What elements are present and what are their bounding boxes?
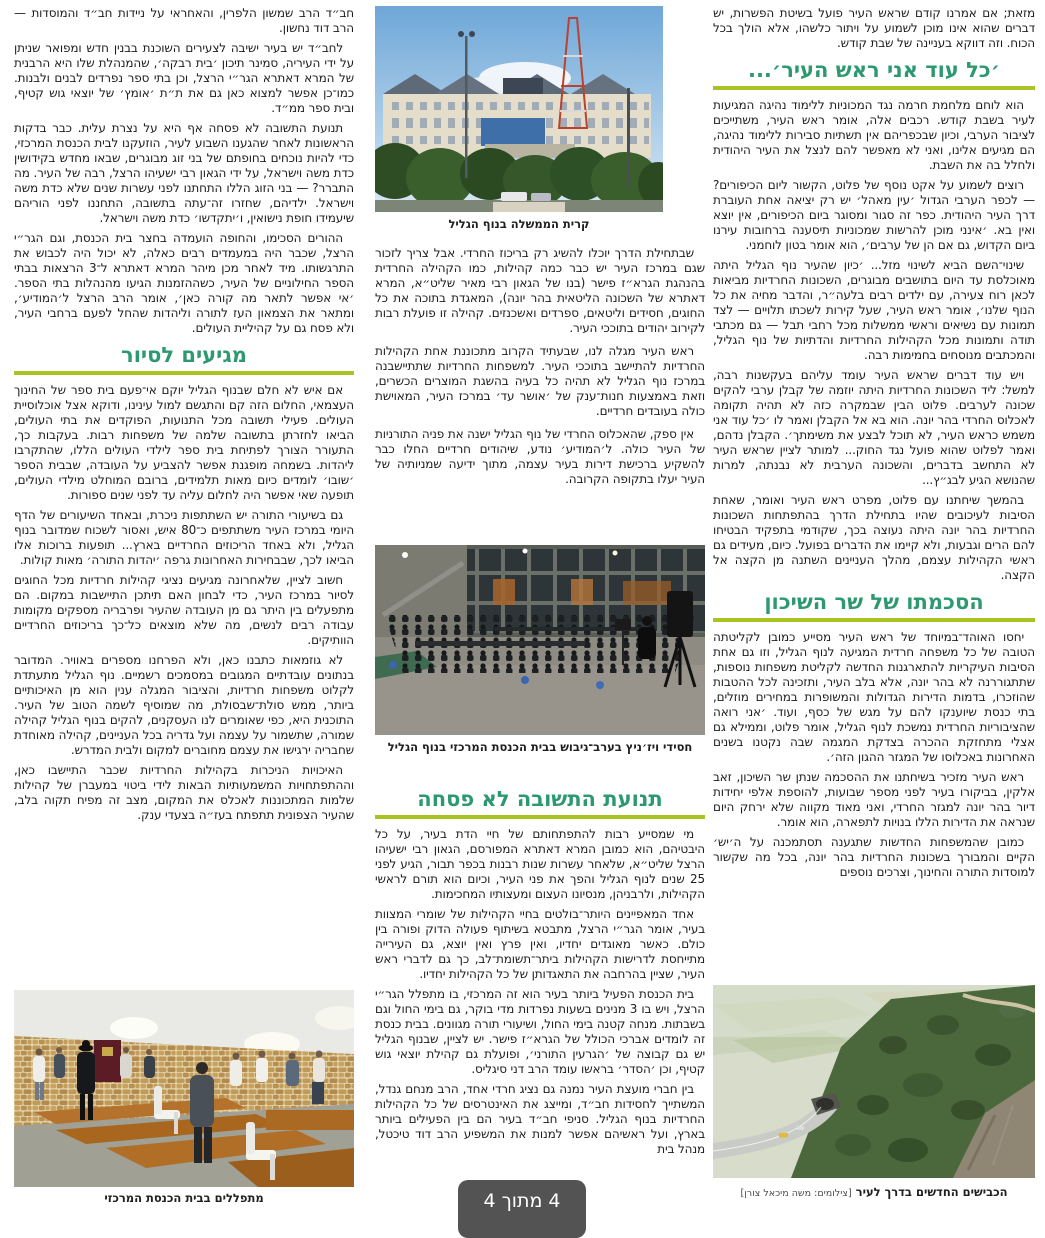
photo-caption: [713, 1186, 1035, 1200]
section-heading-tour: מגיעים לסיור: [121, 343, 247, 367]
photo-credit: [צילומים: משה מיכאל צורן]: [740, 1188, 852, 1199]
paragraph: שינוי־השם הביא לשינוי מזל... ׳כיון שהעיר נוף הגליל היתה מאוכלסת עד היום בתושבים מבוגרים, השכונות החרדיות מביאות לכאן רוח צעירה, עם ילדים רבים בלעה״ר, והדבר מחיה את כל הנוף שלנו׳, אומר ראש העיר, שעל קירות לשכתו תלויים — לצד תמונות עם נשיאים וראשי ממשלות מכל רחבי תבל — גם מכתבי תודה ותמונות מכל הקהילות החרדיות והדתיות של נוף הגליל, והמכתבים מנוסחים בחמימות רבה.: [713, 258, 1035, 363]
paragraph: תנועת התשובה לא פסחה אף היא על נצרת עלית. כבר בדקות הראשונות לאחר שהגענו השבוע לעיר, הוזעקנו לבית הכנסת המרכזי, כדי להיות נוכחים בחופתם של בני זוג מבוגרים, שבאו מחדש בקידושין כדת משה וישראל, על ידי הגאון רבי ישעיהו הרצל, רבה של העיר. מה התברר? — בני הזוג הללו התחתנו לפני עשרות שנים שלא כדת משה וישראל. ילדיהם, שחזרו זה־עתה בתשובה, התחננו לפני הוריהם שיעמידו חופת נישואין, ו׳יתקדשו׳ כדת משה וישראל.: [14, 121, 354, 225]
paragraph: ראש העיר מגלה לנו, שבעתיד הקרוב מתכוננת אחת הקהילות החרדיות להתיישב בתוככי העיר. למשפחות החרדיות שתתיישבנה במרכז נוף הגליל לא תהיה כל בעיה בהשגת המוצרים הכשרים, וזאת באמצעות חנות־ענק של ׳אושר עד׳ במרכז העיר, המאוישת כולה בעובדים חרדיים.: [375, 344, 705, 418]
paragraph: גם בשיעורי התורה יש השתתפות ניכרת, ובאחד השיעורים של הדף היומי במרכז העיר משתתפים כ־80 איש, ואסור לשכוח שמדובר בנוף הגליל, ולא באחד הריכוזים החרדיים בארץ... תופעות ברוכות אלו הביאו לכך, שבבחירות האחרונות גרפה ׳יהדות התורה׳ מאות קולות.: [14, 508, 355, 568]
column-middle: [375, 6, 705, 1221]
paragraph: בהמשך שיחתנו עם פלוט, מפרט ראש העיר ואומר, שאחת הסיבות לעיכובים שהיו בתחילת הדרך בהתפתחות השכונות החרדיות בהר יונה היתה נעוצה בכך, שקודמי בתפקיד הבטיחו להם הרים וגבעות, ולא קיימו את הדברים בפועל. כיום, מעידים גם ראשי הקהילות עצמם, מהלך העניינים השתנה מן הקצה אל הקצה.: [713, 493, 1035, 583]
caption-text: חסידי ויז׳ניץ בערב־גיבוש בבית הכנסת המרכזי בנוף הגליל: [387, 740, 693, 754]
government-complex-photo: [375, 6, 663, 212]
caption-text: קרית הממשלה בנוף הגליל: [448, 217, 590, 231]
paragraph: ראש העיר מזכיר בשיחתנו את ההסכמה שנתן שר השיכון, זאב אלקין, בביקורו בעיר לפני מספר שבועות, להוספת אלפי יחידות דיור בהר יונה למגזר החרדי, ואני מאוד מקווה שלא ירחק היום שנראה את הדירות הללו בנויות לתפארה, הוא אומר.: [713, 770, 1035, 830]
column-right: [713, 6, 1035, 1221]
middle-text-block-a: [375, 246, 705, 492]
paragraph: יחסו האוהד־במיוחד של ראש העיר מסייע כמובן לקליטתה הטובה של כל משפחה חרדית המגיעה לנוף הגליל, וזו גם אחת הסיבות העיקריות להתארגנות החדשה לקליטת משפחות נוספות, שתתגוררנה לא בהר יונה, אלא בלב העיר, ותזכינה לכל ההטבות שהוזכרו, בדמות הדירות הגדולות והמשופרות במחירים מוזלים, בתי כנסת שיוענקו להם על מגש של כסף, ועוד. ׳אני רואה שהציבוריות החרדית נמשכת לנוף הגליל, אומר פלוט, וממילא גם אצלי מתחזקת ההכרה בצדקת המגמה שבה נקטנו בשנים האחרונות באכלוסו של המגזר ההגון הזה׳.: [713, 630, 1035, 765]
paragraph: אם איש לא חלם שבנוף הגליל יוקם אי־פעם בית ספר של החינוך העצמאי, החלום הזה קם והתגשם למול עינינו, ודוקא אצל אוכלוסיית העולים. פעילי תשובה מכל התנועות, הפוקדים את בתי העולים, הביאו לחזרתן בתשובה שלמה של משפחות רבות. בעקבות כך, התעורר הצורך לפתיחת בית ספר לילדי העולים הללו, שהתקרבו ליהדות. בשמחה מופגנת אפשר להצביע על העובדה, שבבית הספר ׳שובו׳ לומדים כיום מאות תלמידים, ברובם המוחלט מילדי העולים, תופעה שאי אפשר היה לחלום עליה עד לפני שנים ספורות.: [14, 383, 354, 503]
photo-caption: [14, 1192, 354, 1206]
section-heading-mayor: ׳כל עוד אני ראש העיר׳...: [747, 58, 1001, 82]
page-indicator-text: 4 מתוך 4: [483, 1190, 561, 1212]
section-heading-minister: הסכמתו של שר השיכון: [764, 590, 984, 615]
paragraph: חשוב לציין, שלאחרונה מגיעים נציגי קהילות חרדיות מכל החוגים לסיור במרכז העיר, כדי לבחון האם תיתכן התיישבות במקום. הם מתפעלים בין היתר גם מן העובדה שהעיר ופרבריה מספקים מקומות עבודה רבים לנשים, מה שלא מוצאים כל־כך בריכוזים החרדיים הוותיקים.: [14, 573, 354, 648]
column-left: [14, 6, 354, 1221]
paragraph: ויש עוד דברים שראש העיר עומד עליהם בעקשנות רבה, למשל: ליד השכונות החרדיות היתה יוזמה של קבלן ערבי להקים שכונה לערבים. פלוט הבין שבמקרה כזה לא תהיה תקומה לאכלוס החרדי בהר יונה. הוא בא אל הקבלן ואמר לו ׳כל עוד אני משמש כראש העיר, לא תוכל לבצע את משימתך׳. הקבלן נדהם, ואמר לפלוט שהוא פועל נגד החוק... למותר לציין שראש העיר לא התחשב בדברים, והשכונה הערבית לא נבנתה, למרות שהנושא הגיע לבג״ץ...: [713, 368, 1035, 488]
caption-text: מתפללים בבית הכנסת המרכזי: [104, 1191, 264, 1205]
section-heading-teshuva: תנועת התשובה לא פסחה: [417, 787, 663, 811]
caption-text: הכבישים החדשים בדרך לעיר: [855, 1185, 1008, 1199]
new-roads-aerial-photo: [713, 985, 1035, 1178]
page-indicator-badge: [458, 1180, 586, 1238]
synagogue-interior-photo: [14, 990, 354, 1187]
paragraph: לחב״ד יש בעיר ישיבה לצעירים השוכנת בבנין חדש ומפואר שניתן על ידי העיריה, סמינר תיכון ׳בית רבקה׳, שהמנהלת שלו היא הרבנית של המרא דאתרא הגר״י הרצל, וכן בתי ספר נפרדים לבנים ולבנות. כמו־כן אפשר למצוא כאן גם את ת״ת ׳אומץ׳ של יוצאי גוש קטיף, ובית ספר ממ״ד.: [14, 41, 354, 115]
heading-rule: [14, 371, 354, 375]
paragraph: בין חברי מועצת העיר נמנה גם נציג חרדי אחד, הרב מנחם גנדל, המשתייך לחסידות חב״ד, ומייצג את האינטרסים של כל הקהילות החרדיות בנוף הגליל. סניפי חב״ד בעיר הם בין הפעילים ביותר בארץ, ועל ראשיהם אפשר למנות את המשפיע הרב דוד טיכטל, מנהל בית: [375, 1082, 705, 1157]
paragraph: הוא לוחם מלחמת חרמה נגד המכוניות ללימוד נהיגה המגיעות לעיר בשבת קודש. רכבים אלה, אומר ראש העיר, משתייכים לציבור הערבי, וכיון שבכפריהם אין תשתיות סבירות ללימוד נהיגה, הם מגיעים אלינו, ואני לא מאפשר להם לנצל את העיר היהודית ולחלל בה את השבת.: [713, 98, 1035, 173]
vizhnitz-gathering-photo: [375, 545, 705, 735]
paragraph: אחד המאפיינים היותר־בולטים בחיי הקהילות של שומרי המצוות בעיר, אומר הגר״י הרצל, מתבטא בשיתוף פעולה הדוק ופורה בין כולם. כאשר מאוגדים יחדיו, ואין פרץ ואין יוצא, גם העירייה מתייחסת לדרישות הקהילות ביתר־תשומת־לב, כך גם לדברי ראש העיר, שציין בהרחבה את התאגדותן של כל הקהילות יחדיו.: [375, 907, 705, 982]
paragraph: רוצים לשמוע על אקט נוסף של פלוט, הקשור ליום הכיפורים? — לכפר הערבי הגדול ׳עין מאהל׳ יש רק יציאה אחת העוברת דרך העיר היהודית. כפר זה סגור ומסוגר ביום הכיפורים, אין יוצא ואין בא. ׳אינני מוכן להרשות שמכוניות תיסענה ברחובות עירנו ביום הקדוש, גם אם הן של ערבים׳, הוא אומר בטון לוחמני.: [713, 178, 1035, 253]
paragraph: חב״ד הרב שמשון הלפרין, והאחראי על ניידות חב״ד והמוסדות — הרב דוד נחשון.: [14, 6, 354, 35]
heading-rule: [713, 618, 1035, 622]
heading-rule: [375, 815, 705, 819]
heading-rule: [713, 86, 1035, 90]
paragraph: אין ספק, שהאכלוס החרדי של נוף הגליל ישנה את פניה התורניות של העיר כולה. ל׳המודיע׳ נודע, שיהודים חרדיים החלו כבר להשקיע ברכישת דירות בעיר עצמה, מתוך ידיעה שמניותיה של העיר יעלו בתקופה הקרובה.: [375, 427, 705, 486]
paragraph: בית הכנסת הפעיל ביותר בעיר הוא זה המרכזי, בו מתפלל הגר״י הרצל, ויש בו 3 מנינים בשעות נפרדות מדי בוקר, גם בימי החול וגם בשבתות. מנחה קטנה בימי החול, ושיעורי תורה מגוונים. בבית כנסת זה לומדים אברכי הכולל של הגרא״ז פישר. יש לציין, שבנוף הגליל יש גם קבוצה של ׳הגרעין התורני׳, ופועלת גם קהילת יוצאי גוש קטיף, וכן ׳הסדר׳ בראשו עומד הרב דני סיגליס.: [375, 987, 705, 1077]
paragraph: ההורים הסכימו, והחופה הועמדה בחצר בית הכנסת, וגם הגר״י הרצל, שכבר היה במעמדים רבים כאלה, לא יכול היה לכבוש את התרגשותו. מיד לאחר מכן מיהר המרא דאתרא ל־3 הרצאות בבתי הספר החילוניים של העיר, כשההזמנות הגיעו מהנהלות בתי הספר. ׳אי אפשר לתאר מה קורה כאן׳, אומר הרב הרצל ל׳המודיע׳, ומתאר את הצמאון העז לתורה וליהדות שהחל לפעם ברחבי העיר, ולא פסח גם על קהיליית העולים.: [14, 231, 355, 335]
paragraph: מזאת; אם אמרנו קודם שראש העיר פועל בשיטת הפשרות, יש דברים שהוא אינו מוכן לשמוע על ויתור כלשהו, אלא הולך בכל הכוח. וזה דווקא בעניינה של שבת קודש.: [713, 6, 1035, 50]
middle-text-block-b: [375, 780, 705, 1162]
paragraph: האיכויות הניכרות בקהילות החרדיות שכבר התיישבו כאן, וההתפתחויות המשמעותיות הבאות לידי ביטוי במעברן של קהילות שלמות המתכוננות לאכלס את המקום, מצב זה מפיח תקוה בלב, שהעיר הצפונית תתפתח בעז״ה בצעדי ענק.: [14, 763, 354, 823]
paragraph: שבתחילת הדרך יוכלו להשיג רק בריכוז החרדי. אבל צריך לזכור שגם במרכז העיר יש כבר כמה קהילות, כמו הקהילה החרדית בהנהגת הגרא״ז פישר (בנו של הגאון רבי מאיר שליט״א, המרא דאתרא של השכונה הליטאית בהר יונה), המאגדת בתוכה את כל החוגים, חסידים וליטאים, ספרדים ואשכנזים. קהילה זו פועלת רבות לקירוב יהודים בתוככי העיר.: [375, 246, 705, 335]
photo-caption: [375, 218, 663, 232]
paragraph: כמובן שהמשפחות החדשות שתגענה תסתמכנה על ה׳יש׳ הקיים והמבורך בשכונות החרדיות בהר יונה, בכל מה שקשור למוסדות התורה והחינוך, וצרכים נוספים: [713, 835, 1035, 880]
photo-caption: [375, 741, 705, 755]
paragraph: מי שמסייע רבות להתפתחותם של חיי הדת בעיר, על כל היבטיהם, הוא כמובן המרא דאתרא המפורסם, הגאון רבי ישעיהו הרצל שליט״א, שלאחר עשרות שנות רבנות בכפר תבור, הגיע לפני 25 שנים לנוף הגליל והפך את פני העיר, וכיום הוא תורם לראשי הקהילות, ולרבניהן, מנסיונו העצום ומעצותיו המחכימות.: [375, 827, 705, 902]
paragraph: לא גוזמאות כתבנו כאן, ולא הפרחנו מספרים באוויר. המדובר בנתונים עובדתיים המגובים במסמכים רשמיים. נוף הגליל מתעתדת לקלוט משפחות חרדיות, והציבור המגלה ענין הוא מן האיכותיים ביותר, ממש סולת־שבסולת, מה שמוסיף לשמה הטוב של העיר. התוכנית היא, כפי שאומרים לנו העסקנים, להקים בנוף הגליל קהילה שמורה, שתשמור על עצמה ועל גדריה בכל העניינים, קהילה מאוחדת שחבריה ירגישו את עצמם מחוברים למקום ולבית המדרש.: [14, 653, 354, 758]
